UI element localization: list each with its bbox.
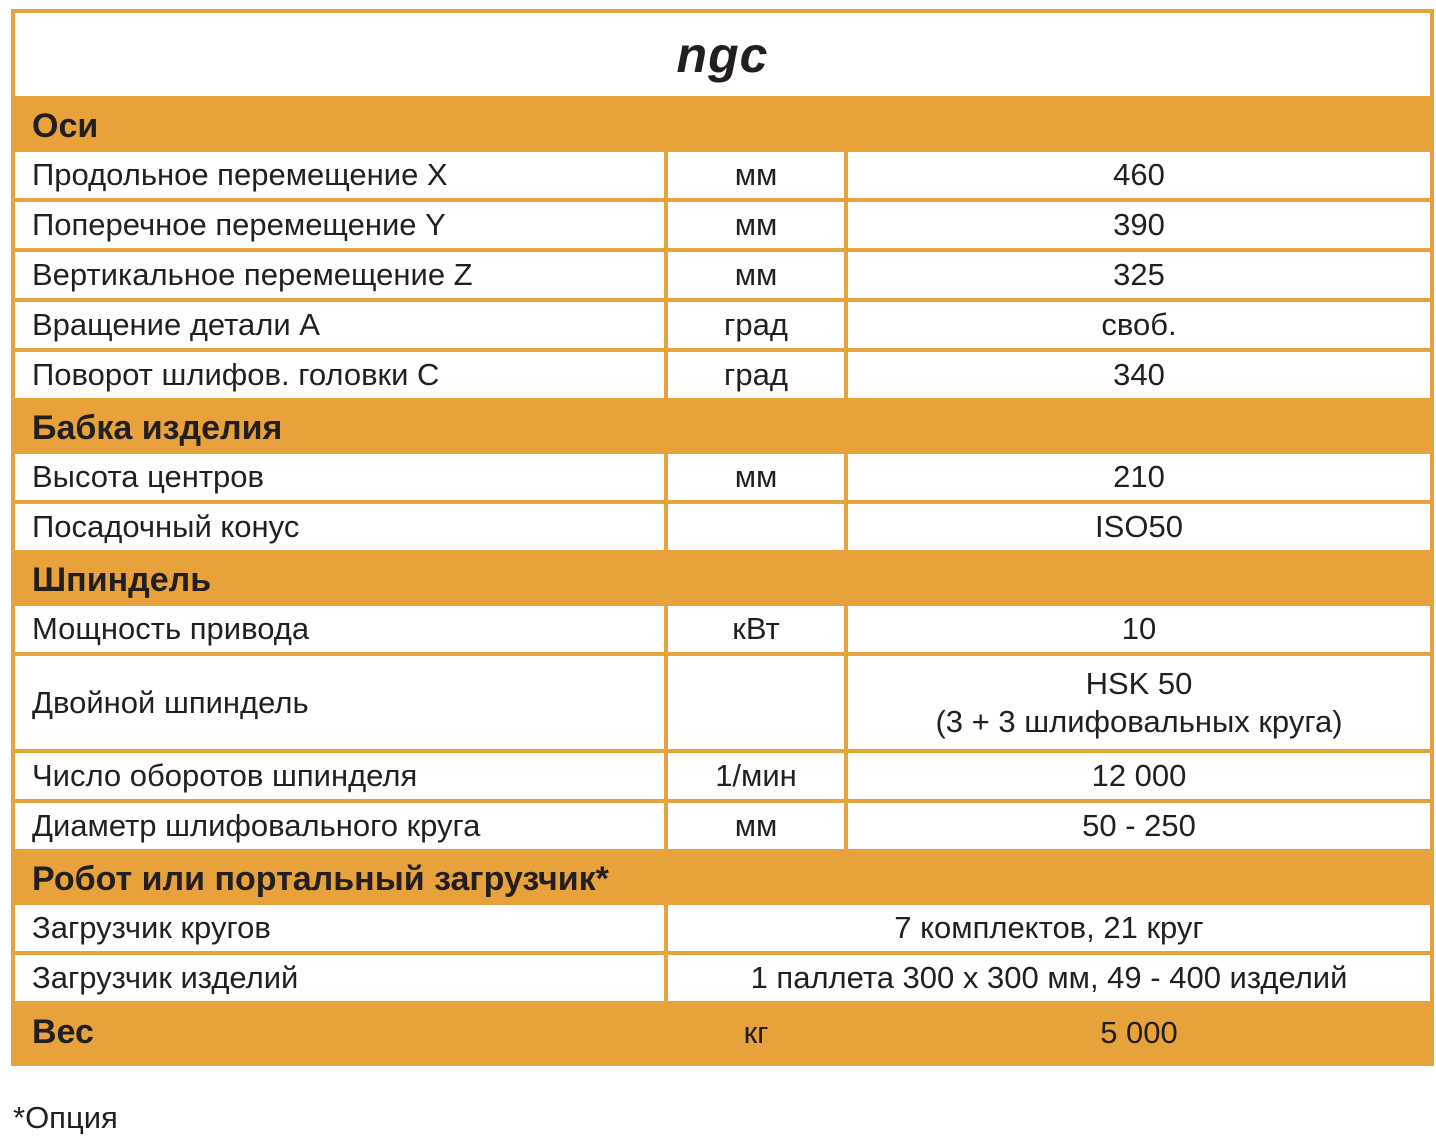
row-value: 10 bbox=[848, 606, 1430, 652]
table-row bbox=[15, 302, 1430, 352]
row-value: 12 000 bbox=[848, 753, 1430, 799]
row-value: ISO50 bbox=[848, 504, 1430, 550]
row-value-line-1: HSK 50 bbox=[1085, 665, 1193, 701]
footnote: *Опция bbox=[13, 1100, 118, 1135]
row-label: Загрузчик изделий bbox=[15, 955, 664, 1001]
weight-value: 5 000 bbox=[1100, 1014, 1178, 1050]
table-row bbox=[15, 252, 1430, 302]
table-row bbox=[15, 656, 1430, 753]
row-label: Число оборотов шпинделя bbox=[15, 753, 664, 799]
table-title: ngc bbox=[15, 13, 1430, 96]
row-value: 210 bbox=[848, 454, 1430, 500]
row-label: Диаметр шлифовального круга bbox=[15, 803, 664, 849]
row-unit: град bbox=[668, 352, 844, 398]
table-row bbox=[15, 152, 1430, 202]
weight-unit: кг bbox=[743, 1014, 769, 1050]
table-row bbox=[15, 202, 1430, 252]
row-label: Поперечное перемещение Y bbox=[15, 202, 664, 248]
row-unit: мм bbox=[668, 202, 844, 248]
table-row bbox=[15, 454, 1430, 504]
row-unit bbox=[668, 504, 844, 550]
row-unit: 1/мин bbox=[668, 753, 844, 799]
row-value: 340 bbox=[848, 352, 1430, 398]
section-heading-workhead: Бабка изделия bbox=[32, 408, 283, 447]
table-row bbox=[15, 905, 1430, 955]
table-row bbox=[15, 352, 1430, 402]
row-label: Вращение детали A bbox=[15, 302, 664, 348]
table-row bbox=[15, 504, 1430, 554]
row-value: 390 bbox=[848, 202, 1430, 248]
table-row bbox=[15, 955, 1430, 1005]
row-unit bbox=[668, 656, 844, 749]
row-label: Загрузчик кругов bbox=[15, 905, 664, 951]
row-value: 460 bbox=[848, 152, 1430, 198]
row-value bbox=[848, 656, 1430, 749]
row-label: Вертикальное перемещение Z bbox=[15, 252, 664, 298]
row-unit: мм bbox=[668, 252, 844, 298]
section-heading-loader: Робот или портальный загрузчик* bbox=[32, 859, 609, 898]
row-unit: мм bbox=[668, 152, 844, 198]
table-row bbox=[15, 753, 1430, 803]
row-value: 325 bbox=[848, 252, 1430, 298]
row-label: Продольное перемещение X bbox=[15, 152, 664, 198]
row-value: 1 паллета 300 x 300 мм, 49 - 400 изделий bbox=[668, 955, 1430, 1001]
row-label: Мощность привода bbox=[15, 606, 664, 652]
section-heading-spindle: Шпиндель bbox=[32, 560, 212, 599]
row-value: своб. bbox=[848, 302, 1430, 348]
row-label: Высота центров bbox=[15, 454, 664, 500]
row-unit: град bbox=[668, 302, 844, 348]
row-unit: кВт bbox=[668, 606, 844, 652]
row-value: 50 - 250 bbox=[848, 803, 1430, 849]
row-value-line-2: (3 + 3 шлифовальных круга) bbox=[935, 703, 1343, 739]
row-label: Посадочный конус bbox=[15, 504, 664, 550]
table-row bbox=[15, 606, 1430, 656]
row-unit: мм bbox=[668, 454, 844, 500]
row-label: Двойной шпиндель bbox=[15, 656, 664, 749]
spec-table bbox=[11, 9, 1434, 1066]
weight-label: Вес bbox=[32, 1013, 94, 1051]
row-unit: мм bbox=[668, 803, 844, 849]
weight-row bbox=[15, 1005, 1430, 1060]
section-heading-axes: Оси bbox=[32, 106, 99, 145]
row-value: 7 комплектов, 21 круг bbox=[668, 905, 1430, 951]
row-label: Поворот шлифов. головки C bbox=[15, 352, 664, 398]
table-row bbox=[15, 803, 1430, 853]
